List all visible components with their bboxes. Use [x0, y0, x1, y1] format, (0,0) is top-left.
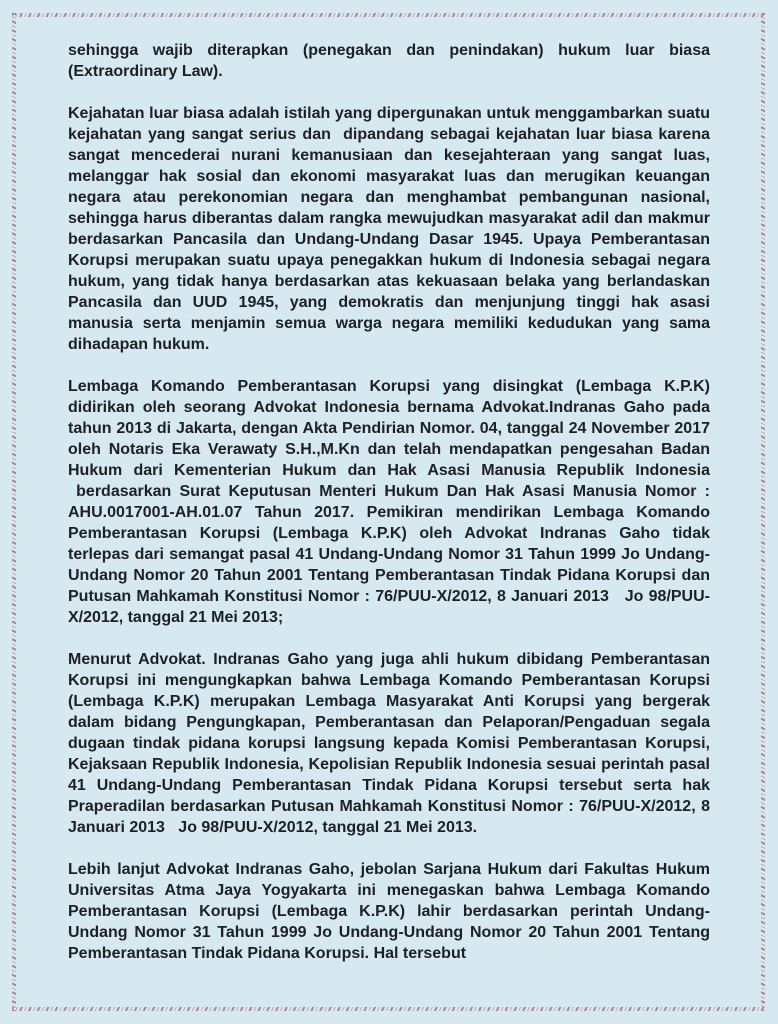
stitched-border-bottom — [12, 1007, 765, 1011]
paragraph-lembaga-kpk-pendirian: Lembaga Komando Pemberantasan Korupsi yang disingkat (Lembaga K.P.K) didirikan oleh seorang Advokat Indonesia bernama Advokat.Indranas Gaho pada tahun 2013 di Jakarta, dengan Akta Pendirian Nomor. 04, tanggal 24 November 2017 oleh Notaris Eka Verawaty S.H.,M.Kn dan telah mendapatkan pengesahan Badan Hukum dari Kementerian Hukum dan Hak Asasi Manusia Republik Indonesia berdasarkan Surat Keputusan Menteri Hukum Dan Hak Asasi Manusia Nomor : AHU.0017001-AH.01.07 Tahun 2017. Pemikiran mendirikan Lembaga Komando Pemberantasan Korupsi (Lembaga K.P.K) oleh Advokat Indranas Gaho tidak terlepas dari semangat pasal 41 Undang-Undang Nomor 31 Tahun 1999 Jo Undang-Undang Nomor 20 Tahun 2001 Tentang Pemberantasan Tindak Pidana Korupsi dan Putusan Mahkamah Konstitusi Nomor : 76/PUU-X/2012, 8 Januari 2013 Jo 98/PUU-X/2012, tanggal 21 Mei 2013; — [68, 378, 710, 626]
document-body — [68, 40, 710, 964]
stitched-border-top — [12, 13, 765, 17]
paragraph-kejahatan-luar-biasa: Kejahatan luar biasa adalah istilah yang dipergunakan untuk menggambarkan suatu kejahatan yang sangat serius dan dipandang sebagai kejahatan luar biasa karena sangat mencederai nurani kemanusiaan dan kesejahteraan yang sangat luas, melanggar hak sosial dan ekonomi masyarakat luas dan merugikan keuangan negara atau perekonomian negara dan menghambat pembangunan nasional, sehingga harus diberantas dalam rangka mewujudkan masyarakat adil dan makmur berdasarkan Pancasila dan Undang-Undang Dasar 1945. Upaya Pemberantasan Korupsi merupakan suatu upaya penegakkan hukum di Indonesia sebagai negara hukum, yang tidak hanya berdasarkan atas kekuasaan belaka yang berlandaskan Pancasila dan UUD 1945, yang demokratis dan menjunjung tinggi hak asasi manusia serta menjamin semua warga negara memiliki kedudukan yang sama dihadapan hukum. — [68, 105, 710, 353]
paragraph-extraordinary-law: sehingga wajib diterapkan (penegakan dan penindakan) hukum luar biasa (Extraordinary Law). — [68, 42, 710, 80]
stitched-border-left — [12, 13, 16, 1011]
paragraph-menurut-advokat: Menurut Advokat. Indranas Gaho yang juga ahli hukum dibidang Pemberantasan Korupsi ini mengungkapkan bahwa Lembaga Komando Pemberantasan Korupsi (Lembaga K.P.K) merupakan Lembaga Masyarakat Anti Korupsi yang bergerak dalam bidang Pengungkapan, Pemberantasan dan Pelaporan/Pengaduan segala dugaan tindak pidana korupsi langsung kepada Komisi Pemberantasan Korupsi, Kejaksaan Republik Indonesia, Kepolisian Republik Indonesia sesuai perintah pasal 41 Undang-Undang Pemberantasan Tindak Pidana Korupsi tersebut serta hak Praperadilan berdasarkan Putusan Mahkamah Konstitusi Nomor : 76/PUU-X/2012, 8 Januari 2013 Jo 98/PUU-X/2012, tanggal 21 Mei 2013. — [68, 651, 710, 836]
stitched-border-right — [761, 13, 765, 1011]
paragraph-lebih-lanjut: Lebih lanjut Advokat Indranas Gaho, jebolan Sarjana Hukum dari Fakultas Hukum Universitas Atma Jaya Yogyakarta ini menegaskan bahwa Lembaga Komando Pemberantasan Korupsi (Lembaga K.P.K) lahir berdasarkan perintah Undang-Undang Nomor 31 Tahun 1999 Jo Undang-Undang Nomor 20 Tahun 2001 Tentang Pemberantasan Tindak Pidana Korupsi. Hal tersebut — [68, 861, 710, 962]
